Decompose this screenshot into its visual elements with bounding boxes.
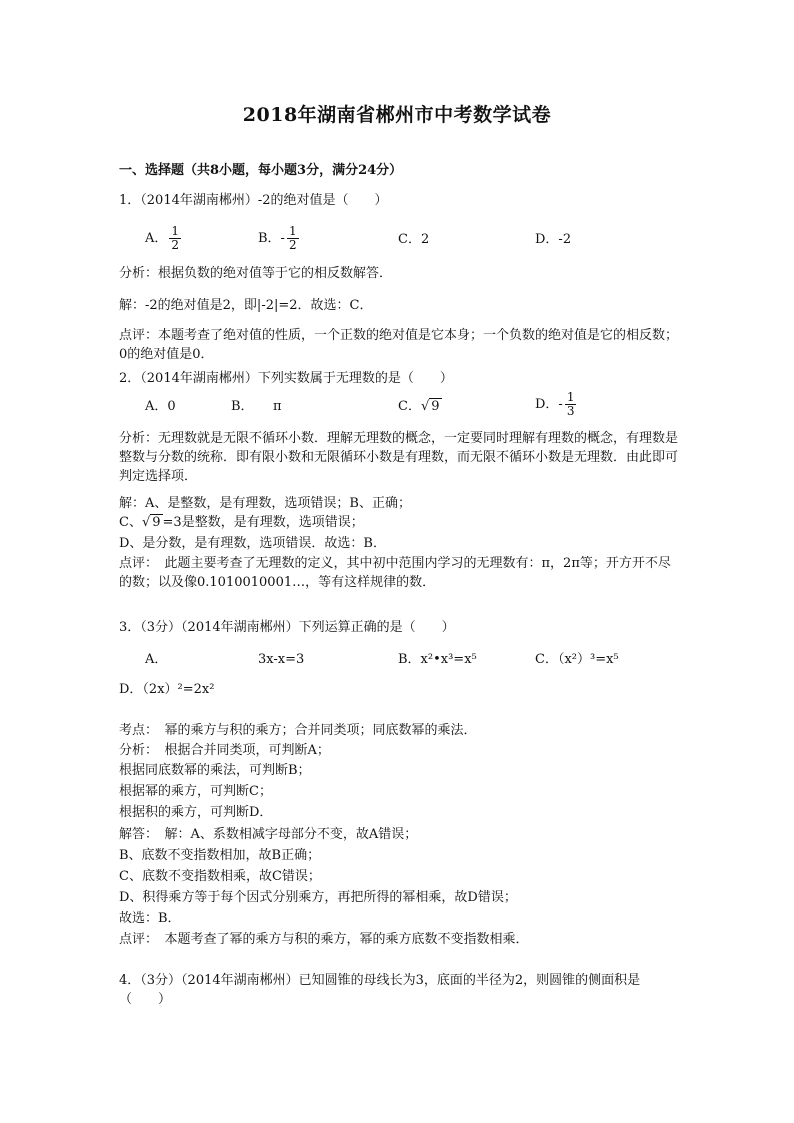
- q2-option-d-fraction: $\frac{1}{3}$: [566, 390, 575, 419]
- q3-stem: 3．（3分）（2014年湖南郴州）下列运算正确的是（ ）: [119, 620, 455, 635]
- q3-option-c[interactable]: C．（x²）³=x⁵: [535, 652, 619, 667]
- q1-solution: 解：-2的绝对值是2，即|-2|=2．故选：C．: [119, 298, 373, 313]
- page-title: 2018年湖南省郴州市中考数学试卷: [242, 104, 552, 126]
- q2-option-c[interactable]: C．√ 9: [398, 398, 442, 417]
- q3-option-a[interactable]: A．: [145, 652, 168, 667]
- q1-option-a[interactable]: A． $\frac{1}{2}$: [145, 224, 180, 253]
- q3-fenxi: 分析： 根据合并同类项，可判断A；: [119, 743, 330, 758]
- q1-option-b[interactable]: B．- $\frac{1}{2}$: [258, 224, 297, 253]
- q3-option-d[interactable]: D．（2x）²=2x²: [119, 682, 215, 697]
- q2-solution-line3: D、是分数，是有理数，选项错误．故选：B．: [119, 536, 386, 551]
- q2-solution-line1: 解：A、是整数，是有理数，选项错误；B、正确；: [119, 496, 411, 511]
- q2-option-a[interactable]: A．0: [145, 399, 176, 414]
- q3-line: B、底数不变指数相加，故B正确；: [119, 848, 321, 863]
- q1-option-d[interactable]: D．-2: [535, 232, 572, 247]
- q3-jieda: 解答： 解：A、系数相减字母部分不变，故A错误；: [119, 827, 418, 842]
- q1-comment: 点评：本题考查了绝对值的性质，一个正数的绝对值是它本身；一个负数的绝对值是它的相反数；0的绝对值是0．: [119, 328, 679, 362]
- q3-line: D、积得乘方等于每个因式分别乘方，再把所得的幂相乘，故D错误；: [119, 890, 517, 905]
- q3-line: 故选：B．: [119, 911, 181, 926]
- q2-solution-line2: C、√ 9 =3是整数，是有理数，选项错误；: [119, 514, 364, 533]
- q2-analysis: 分析：无理数就是无限不循环小数．理解无理数的概念，一定要同时理解有理数的概念，有理数是整数与分数的统称．即有限小数和无限循环小数是有理数，而无限不循环小数是无理数．由此即可判定选择项．: [119, 431, 679, 484]
- sqrt-symbol: √ 9: [420, 399, 440, 414]
- q3-kaodian: 考点： 幂的乘方与积的乘方；合并同类项；同底数幂的乘法．: [119, 723, 477, 738]
- q4-stem: 4．（3分）（2014年湖南郴州）已知圆锥的母线长为3，底面的半径为2，则圆锥的侧面积是（ ）: [119, 973, 641, 1007]
- q1-option-b-fraction: $\frac{1}{2}$: [288, 224, 297, 253]
- q3-option-b[interactable]: B．x²•x³=x⁵: [398, 652, 477, 667]
- q1-option-c[interactable]: C．2: [398, 232, 430, 247]
- q1-option-a-fraction: $\frac{1}{2}$: [171, 224, 180, 253]
- q3-option-a-expression: 3x-x=3: [258, 652, 305, 667]
- q2-comment: 点评： 此题主要考查了无理数的定义，其中初中范围内学习的无理数有：π，2π等；开方开不尽的数；以及像0.1010010001…，等有这样规律的数．: [119, 556, 671, 590]
- q2-stem: 2．（2014年湖南郴州）下列实数属于无理数的是（ ）: [119, 371, 453, 386]
- q3-line: C、底数不变指数相乘，故C错误；: [119, 869, 321, 884]
- q2-option-b[interactable]: B． π: [231, 399, 282, 414]
- q3-line: 根据同底数幂的乘法，可判断B；: [119, 763, 311, 778]
- q3-line: 根据积的乘方，可判断D．: [119, 805, 273, 820]
- q3-line: 根据幂的乘方，可判断C；: [119, 784, 272, 799]
- q3-dianping: 点评： 本题考查了幂的乘方与积的乘方，幂的乘方底数不变指数相乘．: [119, 932, 529, 947]
- q1-stem: 1．（2014年湖南郴州）-2的绝对值是（ ）: [119, 193, 388, 208]
- q1-analysis: 分析：根据负数的绝对值等于它的相反数解答．: [119, 266, 393, 281]
- sqrt-symbol: √ 9: [141, 515, 161, 530]
- section-heading: 一、选择题（共8小题，每小题3分，满分24分）: [119, 163, 403, 178]
- q2-option-d[interactable]: D．- $\frac{1}{3}$: [535, 390, 575, 419]
